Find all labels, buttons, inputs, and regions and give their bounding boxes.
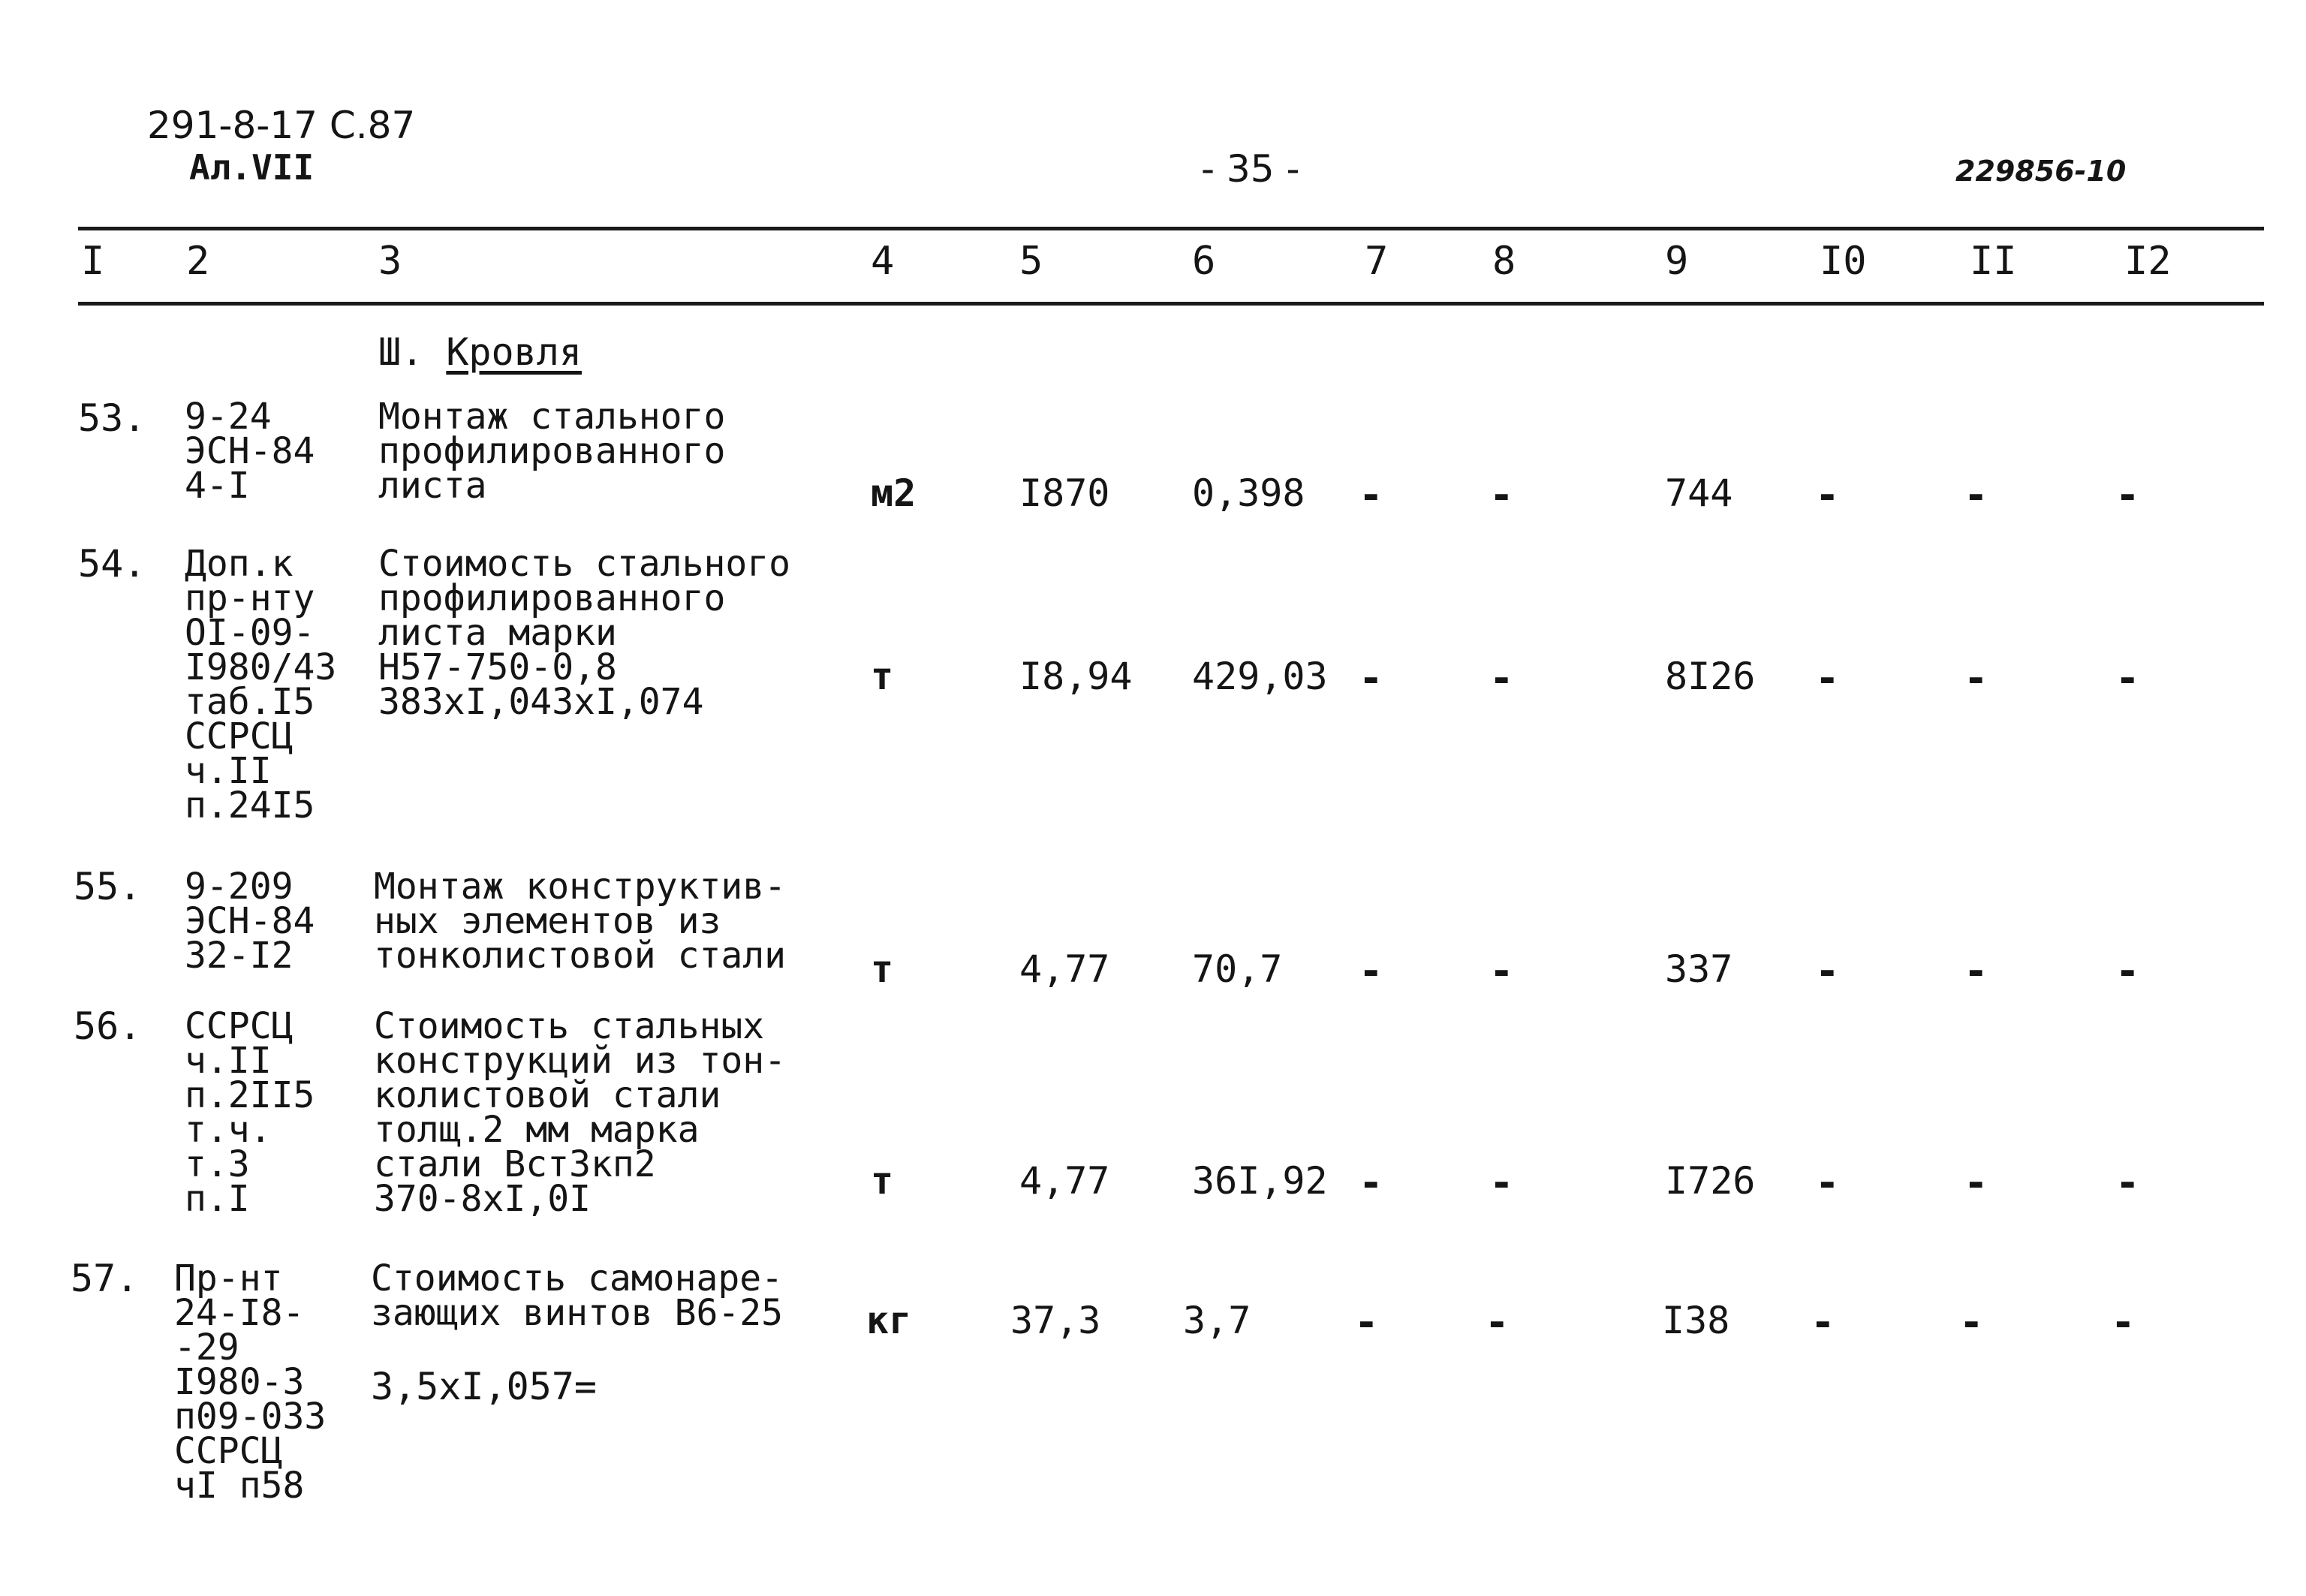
row-col10: -: [1815, 947, 1840, 995]
row-description: Стоимость стальных конструкций из тон- колистовой стали толщ.2 мм марка стали Вст3кп2 370-8хI,0I: [374, 1005, 787, 1220]
row-description: Стоимость стального профилированного листа марки Н57-750-0,8 383хI,043хI,074: [378, 543, 791, 723]
row-col12: -: [2115, 1159, 2140, 1206]
column-header: 9: [1665, 239, 1689, 284]
row-total: I38: [1662, 1299, 1730, 1342]
row-col11: -: [1964, 471, 1988, 519]
section-heading: [378, 330, 582, 374]
row-description: Монтаж стального профилированного листа: [378, 396, 726, 507]
row-col12: -: [2111, 1299, 2136, 1346]
document-code: 291-8-17 С.87: [147, 104, 416, 147]
row-description: Монтаж конструктив- ных элементов из тонколистовой стали: [374, 866, 787, 977]
row-number: 57.: [71, 1257, 139, 1300]
row-col12: -: [2115, 655, 2140, 702]
row-unit-price: 0,398: [1192, 471, 1305, 515]
row-reference: Доп.к пр-нту ОI-09- I980/43 таб.I5 ССРСЦ ч.II п.24I5: [185, 543, 337, 827]
row-reference: Пр-нт 24-I8- -29 I980-3 п09-033 ССРСЦ чI п58: [174, 1257, 327, 1507]
row-col7: -: [1354, 1299, 1379, 1346]
row-col11: -: [1964, 947, 1988, 995]
row-quantity: 37,3: [1010, 1299, 1101, 1342]
column-header: 7: [1365, 239, 1389, 284]
archive-stamp: 229856-10: [1955, 155, 2127, 188]
column-header: 4: [871, 239, 895, 284]
row-col12: -: [2115, 471, 2140, 519]
row-quantity: I8,94: [1019, 655, 1133, 698]
column-header: II: [1970, 239, 2017, 284]
row-description: Стоимость самонаре- зающих винтов В6-25: [371, 1257, 784, 1334]
row-quantity: 4,77: [1019, 1159, 1110, 1203]
row-unit: т: [871, 1159, 894, 1203]
column-header: 6: [1192, 239, 1216, 284]
column-header: 3: [378, 239, 402, 284]
row-col8: -: [1485, 1299, 1510, 1346]
row-reference: 9-209 ЭСН-84 32-I2: [185, 866, 315, 977]
row-number: 53.: [78, 396, 146, 440]
row-total: 744: [1665, 471, 1733, 515]
row-col11: -: [1964, 1159, 1988, 1206]
column-header: I: [81, 239, 105, 284]
row-quantity: I870: [1019, 471, 1110, 515]
row-reference: 9-24 ЭСН-84 4-I: [185, 396, 315, 507]
row-col7: -: [1359, 655, 1383, 702]
header-top-rule: [78, 227, 2264, 230]
header-bottom-rule: [78, 302, 2264, 306]
column-header: 2: [186, 239, 210, 284]
row-number: 54.: [78, 542, 146, 586]
row-col11: -: [1964, 655, 1988, 702]
row-col10: -: [1811, 1299, 1835, 1346]
column-header: 5: [1019, 239, 1043, 284]
row-total: 337: [1665, 947, 1733, 991]
row-col10: -: [1815, 471, 1840, 519]
row-col8: -: [1489, 1159, 1514, 1206]
row-col10: -: [1815, 1159, 1840, 1206]
page-number: - 35 -: [1201, 147, 1300, 191]
row-unit-price: 3,7: [1183, 1299, 1251, 1342]
album-label: Ал.VII: [189, 147, 315, 188]
column-header: 8: [1492, 239, 1516, 284]
row-reference: ССРСЦ ч.II п.2II5 т.ч. т.3 п.I: [185, 1005, 315, 1220]
row-col11: -: [1959, 1299, 1984, 1346]
row-col8: -: [1489, 471, 1514, 519]
row-col8: -: [1489, 655, 1514, 702]
row-description-formula: 3,5хI,057=: [371, 1365, 598, 1408]
row-unit-price: 36I,92: [1192, 1159, 1328, 1203]
row-total: 8I26: [1665, 655, 1756, 698]
row-total: I726: [1665, 1159, 1756, 1203]
column-header: I2: [2124, 239, 2172, 284]
row-col10: -: [1815, 655, 1840, 702]
section-title: Кровля: [446, 330, 582, 374]
row-unit: м2: [871, 471, 917, 515]
row-col7: -: [1359, 1159, 1383, 1206]
column-header: I0: [1820, 239, 1867, 284]
row-unit-price: 70,7: [1192, 947, 1283, 991]
row-col12: -: [2115, 947, 2140, 995]
section-numeral: Ш.: [378, 330, 424, 374]
row-col8: -: [1489, 947, 1514, 995]
row-col7: -: [1359, 471, 1383, 519]
row-unit: т: [871, 947, 894, 991]
row-unit: кг: [866, 1299, 912, 1342]
row-col7: -: [1359, 947, 1383, 995]
row-unit: т: [871, 655, 894, 698]
row-quantity: 4,77: [1019, 947, 1110, 991]
row-number: 56.: [74, 1004, 142, 1048]
row-number: 55.: [74, 865, 142, 908]
row-unit-price: 429,03: [1192, 655, 1328, 698]
